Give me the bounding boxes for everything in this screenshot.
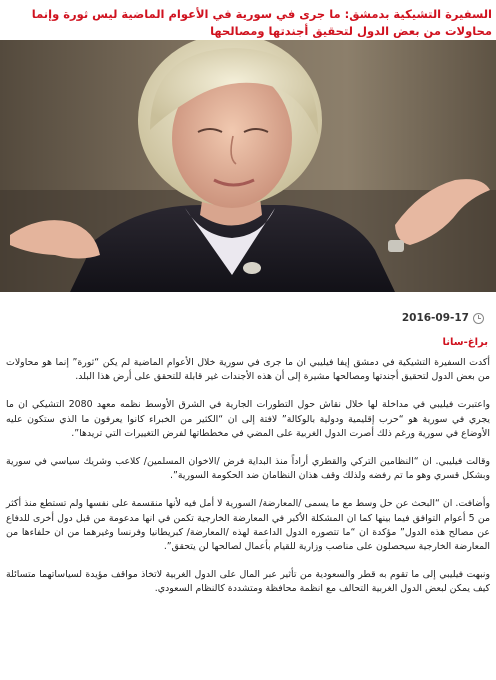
paragraph: وقالت فيليبي. ان “النظامين التركي والقطري أراداً منذ البداية فرض /الاخوان المسلمين/ كلاعب وشريك سياسي في سورية وبشكل قسري وهو ما تم رفضه ولذلك وقف هذان النظامان ضد الحكومة السورية”.	[6, 456, 490, 482]
paragraph: ونبهت فيليبي إلى ما تقوم به قطر والسعودية من تأثير عبر المال على الدول الغربية لاتخاذ مواقف مؤيدة لسياساتهما متسائلة كيف يمكن لبعض الدول الغربية التحالف مع انظمة محافظة ومتشددة كالنظام السعودي.	[6, 569, 490, 595]
publish-date: 2016-09-17	[401, 312, 469, 324]
article-photo	[0, 40, 496, 292]
clock-icon	[473, 313, 484, 324]
portrait-photo	[0, 40, 496, 292]
article-meta	[0, 292, 496, 348]
paragraph: واعتبرت فيليبي في مداخلة لها خلال نقاش حول التطورات الجارية في الشرق الأوسط نظمه معهد 2080 التشيكي ان ما يجري في سورية هو “حرب إقليمية ودولية بالوكالة” لافتة إلى ان “الكثير من الخبراء كانوا يعرفون ما الذي ستكون عليه الأوضاع في سورية ورغم ذلك أصرت الدول الغربية على المضي في مخططاتها لفرض التغييرات التي تريدها”.	[6, 399, 490, 439]
paragraph: وأضافت. ان “البحث عن حل وسط مع ما يسمى /المعارضة/ السورية لا أمل فيه لأنها منقسمة على نفسها ولم تستطع منذ أكثر من 5 أعوام التوافق فيما بينها كما ان المشكلة الأكبر في المعارضة الخارجية تكمن في انها مدعومة من قبل دول أخرى للدفاع عن مصالح هذه الدول” مؤكدة ان “ما تتصوره الدول الداعمة لهذه /المعارضة/ كبريطانيا وفرنسا وغيرهما من ان حلفاءها من المعارضة الخارجية سيحصلون على مناصب وزارية للقيام بأعمال لصالحها لن يتحقق”.	[6, 498, 491, 553]
article-body	[0, 348, 496, 597]
source-label: براغ-سانا	[442, 337, 488, 348]
article-headline: السفيرة التشيكية بدمشق: ما جرى في سورية في الأعوام الماضية ليس ثورة وإنما محاولات من بعض الدول لتحقيق أجندتها ومصالحها	[31, 7, 492, 38]
date-row	[402, 312, 484, 324]
paragraph: أكدت السفيرة التشيكية في دمشق إيفا فيليبي ان ما جرى في سورية خلال الأعوام الماضية لم يكن “ثورة” إنما هو محاولات من بعض الدول لتحقيق أجندتها ومصالحها مشيرة إلى أن هذه الأجندات غير قابلة للتحقق على أرض هذا البلد.	[6, 357, 490, 383]
